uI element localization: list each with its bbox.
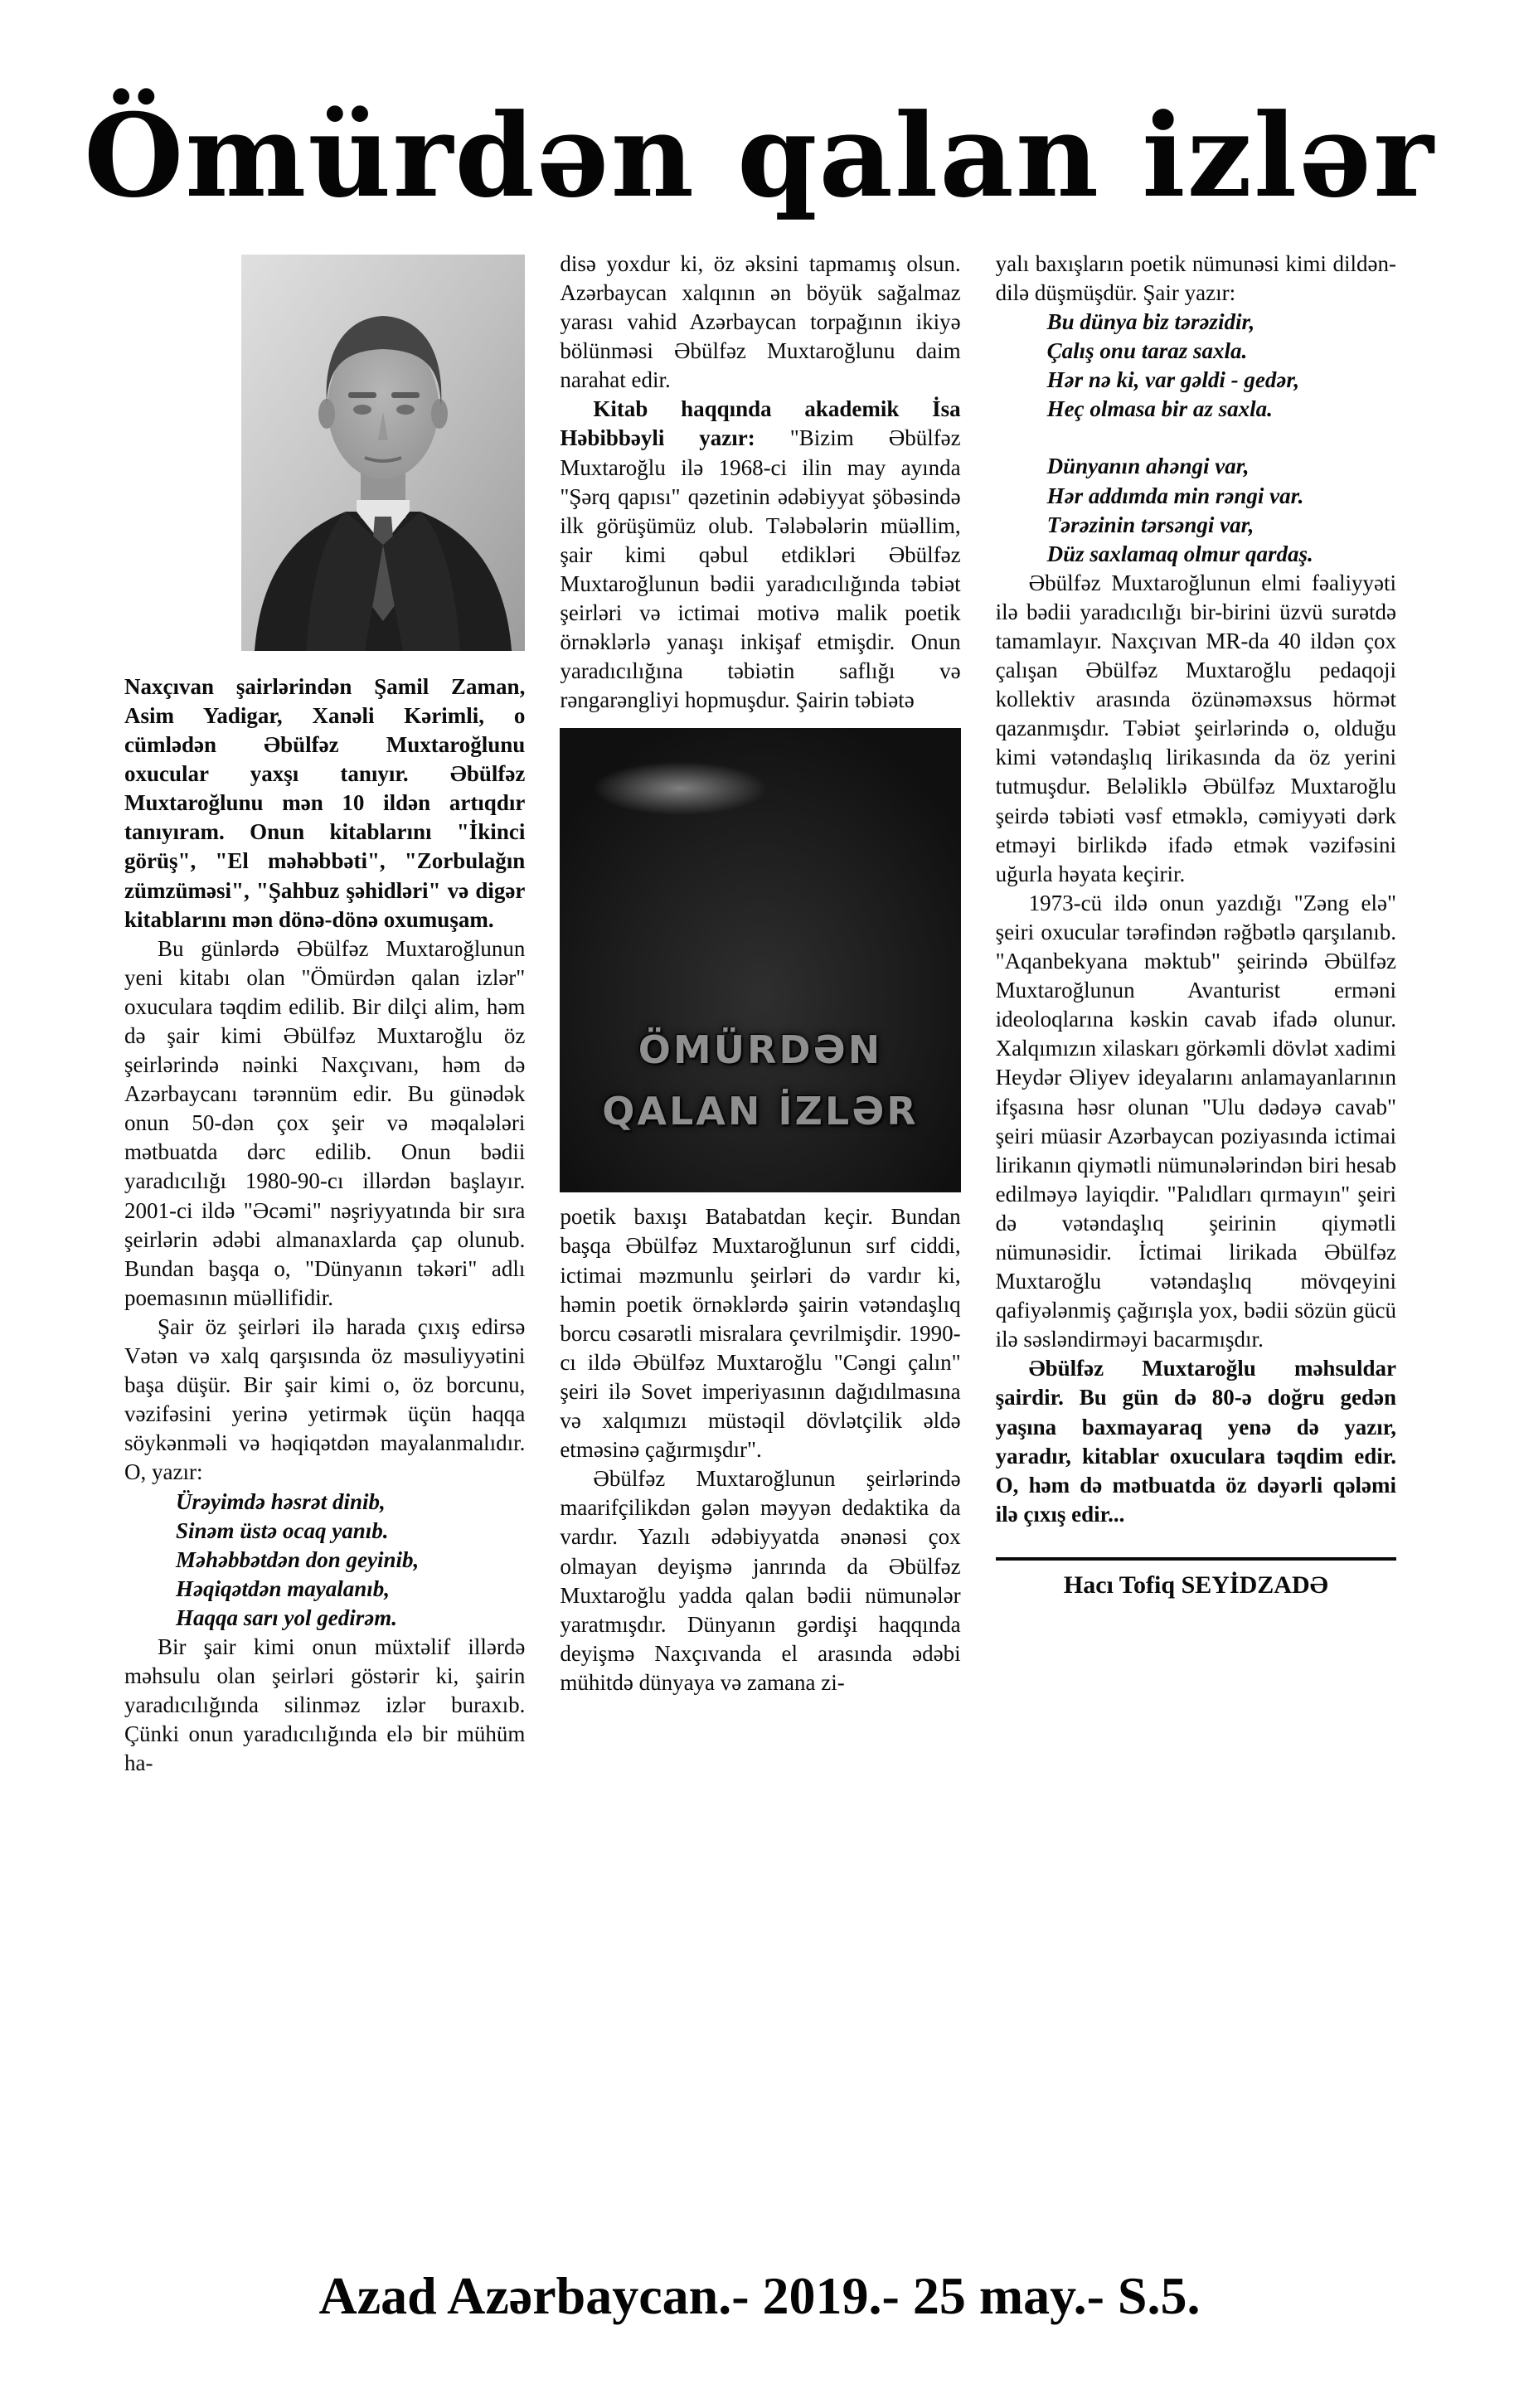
poem-stanza (1047, 452, 1396, 568)
poem-line: Sinəm üstə ocaq yanıb. (176, 1517, 389, 1543)
poem-line: Tərəzinin tərsəngi var, (1046, 512, 1255, 537)
poem-line: Bu dünya biz tərəzidir, (1046, 309, 1255, 335)
article-headline: Ömürdən qalan izlər (84, 88, 1435, 223)
stanza-gap (996, 424, 1396, 452)
poem-line: Hər nə ki, var gəldi - gedər, (1046, 367, 1300, 393)
paragraph: Əbülfəz Muxtaroğlunun elmi fəaliyyəti ilə bədii yaradıcılığı bir-birini üzvü surətdə tamamlayır. Naxçıvan MR-da 40 ildən çox çalışan Əbülfəz Muxtaroğlu pedaqoji kollektiv arasında özünəməxsus hörmət qazanmışdır. Təbiət şeirlərində o, olduğu kimi vətəndaşlıq lirikasında da öz yerini tutmuşdur. Beləliklə Əbülfəz Muxtaroğlu şeirdə təbiəti vəsf etməklə, cəmiyyəti dərk etməyi birlikdə ifadə etmək vəzifəsini uğurla həyata keçirir. (995, 570, 1396, 886)
paragraph (560, 395, 960, 715)
book-cover-image (560, 728, 960, 1192)
signature-divider (996, 1557, 1396, 1561)
poem-line: Haqqa sarı yol gedirəm. (176, 1605, 397, 1630)
paragraph: Bu günlərdə Əbülfəz Muxtaroğlunun yeni kitabı olan "Ömürdən qalan izlər" oxuculara təqdim edilib. Bir dilçi alim, həm də şair kimi Əbülfəz Muxtaroğlu öz şeirlərində nəinki Naxçıvanı, həm də Azərbaycanı tərənnüm edir. Bu günədək onun 50-dən çox şeir və məqalələri mətbuatda dərc edilib. Onun bədii yaradıcılığı 1980-90-cı illərdən başlayır. 2001-ci ildə "Əcəmi" nəşriyyatında bir sıra şeirlərin ədəbi almanaxlarda çap olunub. Bundan başqa o, "Dünyanın təkəri" adlı poemasının müəllifidir. (124, 935, 526, 1310)
poem-line: Həqiqətdən mayalanıb, (176, 1575, 390, 1601)
poem-line: Hər addımda min rəngi var. (1046, 483, 1304, 508)
poem-line: Ürəyimdə həsrət dinib, (176, 1488, 386, 1514)
paragraph: disə yoxdur ki, öz əksini tapmamış olsun. Azərbaycan xalqının ən böyük sağalmaz yarası vahid Azərbaycan torpağının ikiyə bölünməsi Əbülfəz Muxtaroğlunu daim narahat edir. (560, 250, 961, 393)
poem-line: Dünyanın ahəngi var, (1046, 454, 1250, 479)
author-signature: Hacı Tofiq SEYİDZADƏ (1063, 1571, 1328, 1599)
bold-lead-in: Kitab haqqında akademik İsa Həbibbəyli yazır: (560, 396, 961, 451)
paragraph-text: "Bizim Əbülfəz Muxtaroğlu ilə 1968-ci ilin may ayında "Şərq qapısı" qəzetinin ədəbiyyat şöbəsində ilk görüşümüz olub. Tələbələrin müəllim, şair kimi qəbul etdikləri Əbülfəz Muxtaroğlunun bədii yaradıcılığında təbiət şeirləri və ictimai motivə malik poetik örnəklərlə yanaşı inkişaf etmişdir. Onun yaradıcılığına təbiətin saflığı və rəngarəngliyi hopmuşdur. Şairin təbiətə (560, 425, 961, 713)
signature-block (996, 1557, 1396, 1601)
poem-line: Çalış onu taraz saxla. (1046, 338, 1248, 364)
book-cover-title-line-1: ÖMÜRDƏN (638, 1027, 883, 1072)
column-2 (560, 250, 960, 1697)
poem-line: Düz saxlamaq olmur qardaş. (1046, 541, 1313, 566)
column-3 (996, 250, 1396, 1601)
poem-line: Məhəbbətdən don geyinib, (176, 1546, 420, 1572)
author-portrait-photo (241, 255, 525, 651)
paragraph: poetik baxışı Batabatdan keçir. Bundan başqa Əbülfəz Muxtaroğlunun sırf ciddi, ictimai məzmunlu şeirləri də vardır ki, həmin poetik örnəklərdə şairin vətəndaşlıq borcu cəsarətli misralara çevrilmişdir. 1990-cı ildə Əbülfəz Muxtaroğlu "Cəngi çalın" şeiri ilə Sovet imperiyasının dağıdılmasına və xalqımızı müstəqil dövlətçilik əldə etməsinə çağırmışdır". (560, 1204, 961, 1463)
paragraph: 1973-cü ildə onun yazdığı "Zəng elə" şeiri oxucular tərəfindən rəğbətlə qarşılanıb. "Aqanbekyana məktub" şeirində Əbülfəz Muxtaroğlunun Avanturist erməni ideoloqlarına kəskin cavab ifadə olunur. Xalqımızın xilaskarı görkəmli dövlət xadimi Heydər Əliyev ideyalarını anlamayanlarının ifşasına həsr olunan "Ulu dədəyə cavab" şeiri müasir Azərbaycan poziyasında ictimai lirikanın qiymətli nümunələrindən biri hesab edilməyə layiqdir. "Palıdları qırmayın" şeiri də vətəndaşlıq şeirinin qiymətli nümunəsidir. İctimai lirikada Əbülfəz Muxtaroğlu vətəndaşlıq mövqeyini qafiyələnmiş çağırışla yox, bədii sözün gücü ilə səsləndirməyi bacarmışdır. (995, 890, 1396, 1352)
poem-line: Heç olmasa bir az saxla. (1046, 396, 1273, 422)
column-1 (124, 250, 525, 1779)
paragraph: Əbülfəz Muxtaroğlunun şeirlərində maarifçilikdən gələn məyyən dedaktika da vardır. Yazılı ədəbiyyatda ənənəsi çox olmayan deyişmə janrında da Əbülfəz Muxtaroğlu yadda qalan bədii nümunələr yaratmışdır. Dünyanın gərdişi haqqında deyişmə Naxçıvanda el arasında ədəbi mühitdə dünyaya və zamana zi- (560, 1466, 961, 1695)
paragraph: Bir şair kimi onun müxtəlif illərdə məhsulu olan şeirləri göstərir ki, şairin yaradıcılığında silinməz izlər buraxıb. Çünki onun yaradıcılığında elə bir mühüm ha- (124, 1634, 526, 1776)
article-columns (0, 216, 1519, 1779)
poem-stanza (1047, 308, 1396, 424)
book-cover-title-line-2: QALAN İZLƏR (602, 1088, 919, 1134)
source-citation: Azad Azərbaycan.- 2019.- 25 may.- S.5. (318, 2266, 1201, 2325)
paragraph: yalı baxışların poetik nümunəsi kimi dildən-dilə düşmüşdür. Şair yazır: (995, 250, 1396, 305)
portrait-illustration (241, 255, 525, 651)
intro-paragraph: Naxçıvan şairlərindən Şamil Zaman, Asim Yadigar, Xanəli Kərimli, o cümlədən Əbülfəz Muxtaroğlunu oxucular yaxşı tanıyır. Əbülfəz Muxtaroğlunu mən 10 ildən artıqdır tanıyıram. Onun kitablarını "İkinci görüş", "El məhəbbəti", "Zorbulağın zümzüməsi", "Şahbuz şəhidləri" və digər kitablarını mən dönə-dönə oxumuşam. (124, 673, 526, 932)
paragraph: Şair öz şeirləri ilə harada çıxış edirsə Vətən və xalq qarşısında öz məsuliyyətini başa düşür. Bir şair kimi o, öz borcunu, vəzifəsini yerinə yetirmək üçün haqqa söykənməli və həqiqətdən mayalanmalıdır. O, yazır: (124, 1313, 526, 1485)
closing-paragraph: Əbülfəz Muxtaroğlu məhsuldar şairdir. Bu gün də 80-ə doğru gedən yaşına baxmayaraq yenə də yazır, yaradır, kitablar oxuculara təqdim edir. O, həm də mətbuatda öz dəyərli qələmi ilə çıxış edir... (995, 1356, 1396, 1527)
poem-stanza (176, 1488, 525, 1633)
